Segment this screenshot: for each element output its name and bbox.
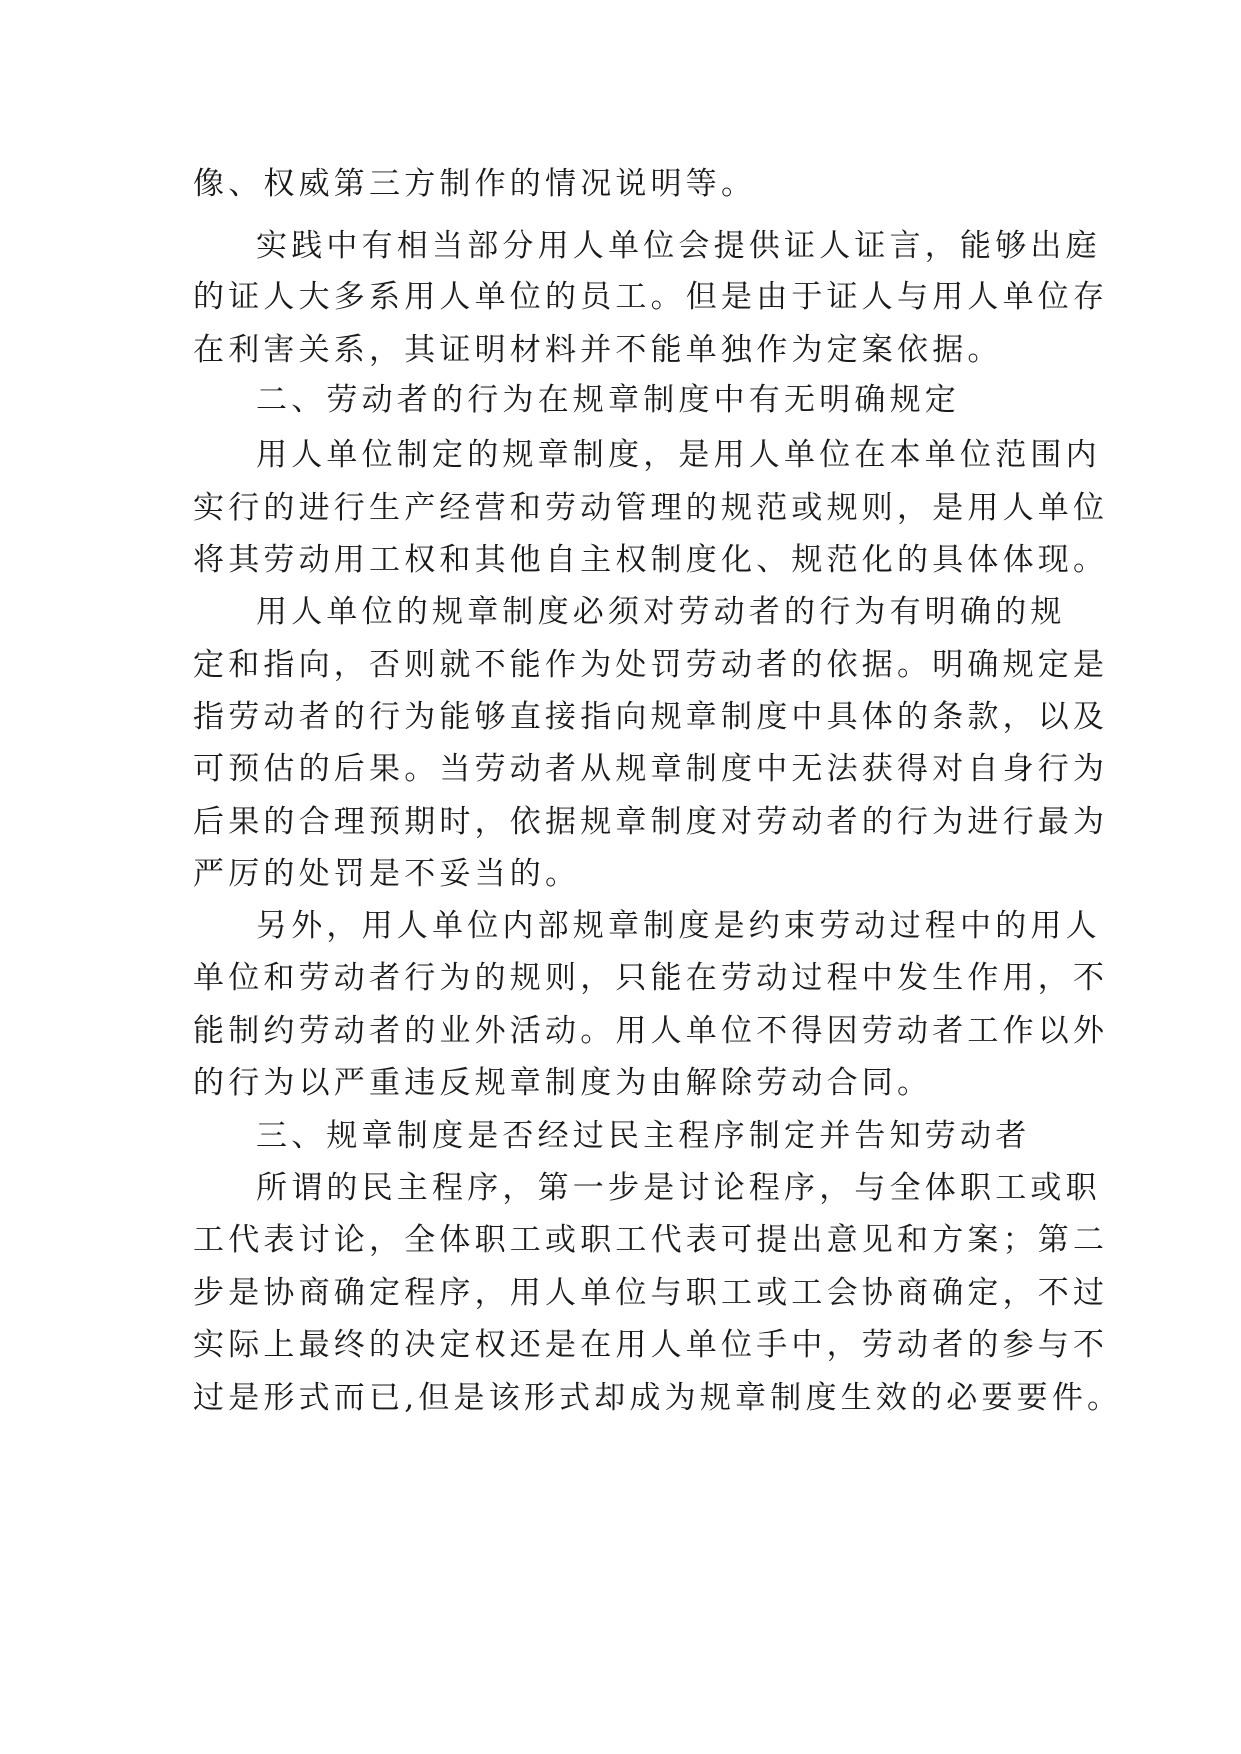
text-line: 过是形式而已,但是该形式却成为规章制度生效的必要要件。 xyxy=(193,1380,1123,1416)
section-heading: 三、规章制度是否经过民主程序制定并告知劳动者 xyxy=(256,1118,1031,1154)
text-line: 工代表讨论，全体职工或职工代表可提出意见和方案；第二 xyxy=(193,1222,1109,1258)
paragraph-line: 另外，用人单位内部规章制度是约束劳动过程中的用人 xyxy=(256,908,1101,944)
text-line: 的证人大多系用人单位的员工。但是由于证人与用人单位存 xyxy=(193,279,1109,315)
text-line: 的行为以严重违反规章制度为由解除劳动合同。 xyxy=(193,1065,933,1101)
paragraph-line: 用人单位的规章制度必须对劳动者的行为有明确的规 xyxy=(256,594,1066,630)
text-line: 实行的进行生产经营和劳动管理的规范或规则，是用人单位 xyxy=(193,490,1109,526)
text-line: 能制约劳动者的业外活动。用人单位不得因劳动者工作以外 xyxy=(193,1013,1109,1049)
text-line: 定和指向，否则就不能作为处罚劳动者的依据。明确规定是 xyxy=(193,647,1109,683)
paragraph-line: 实践中有相当部分用人单位会提供证人证言，能够出庭 xyxy=(256,228,1101,264)
text-line: 后果的合理预期时，依据规章制度对劳动者的行为进行最为 xyxy=(193,804,1109,840)
text-line: 单位和劳动者行为的规则，只能在劳动过程中发生作用，不 xyxy=(193,960,1109,996)
text-line: 在利害关系，其证明材料并不能单独作为定案依据。 xyxy=(193,332,1003,368)
text-line: 实际上最终的决定权还是在用人单位手中，劳动者的参与不 xyxy=(193,1327,1109,1363)
section-heading: 二、劳动者的行为在规章制度中有无明确规定 xyxy=(256,382,960,418)
text-line: 将其劳动用工权和其他自主权制度化、规范化的具体体现。 xyxy=(193,542,1109,578)
text-line: 像、权威第三方制作的情况说明等。 xyxy=(193,166,757,202)
text-line: 步是协商确定程序，用人单位与职工或工会协商确定，不过 xyxy=(193,1275,1109,1311)
text-line: 指劳动者的行为能够直接指向规章制度中具体的条款，以及 xyxy=(193,699,1109,735)
text-line: 可预估的后果。当劳动者从规章制度中无法获得对自身行为 xyxy=(193,751,1109,787)
paragraph-line: 用人单位制定的规章制度，是用人单位在本单位范围内 xyxy=(256,437,1101,473)
paragraph-line: 所谓的民主程序，第一步是讨论程序，与全体职工或职 xyxy=(256,1170,1101,1206)
text-line: 严厉的处罚是不妥当的。 xyxy=(193,856,581,892)
